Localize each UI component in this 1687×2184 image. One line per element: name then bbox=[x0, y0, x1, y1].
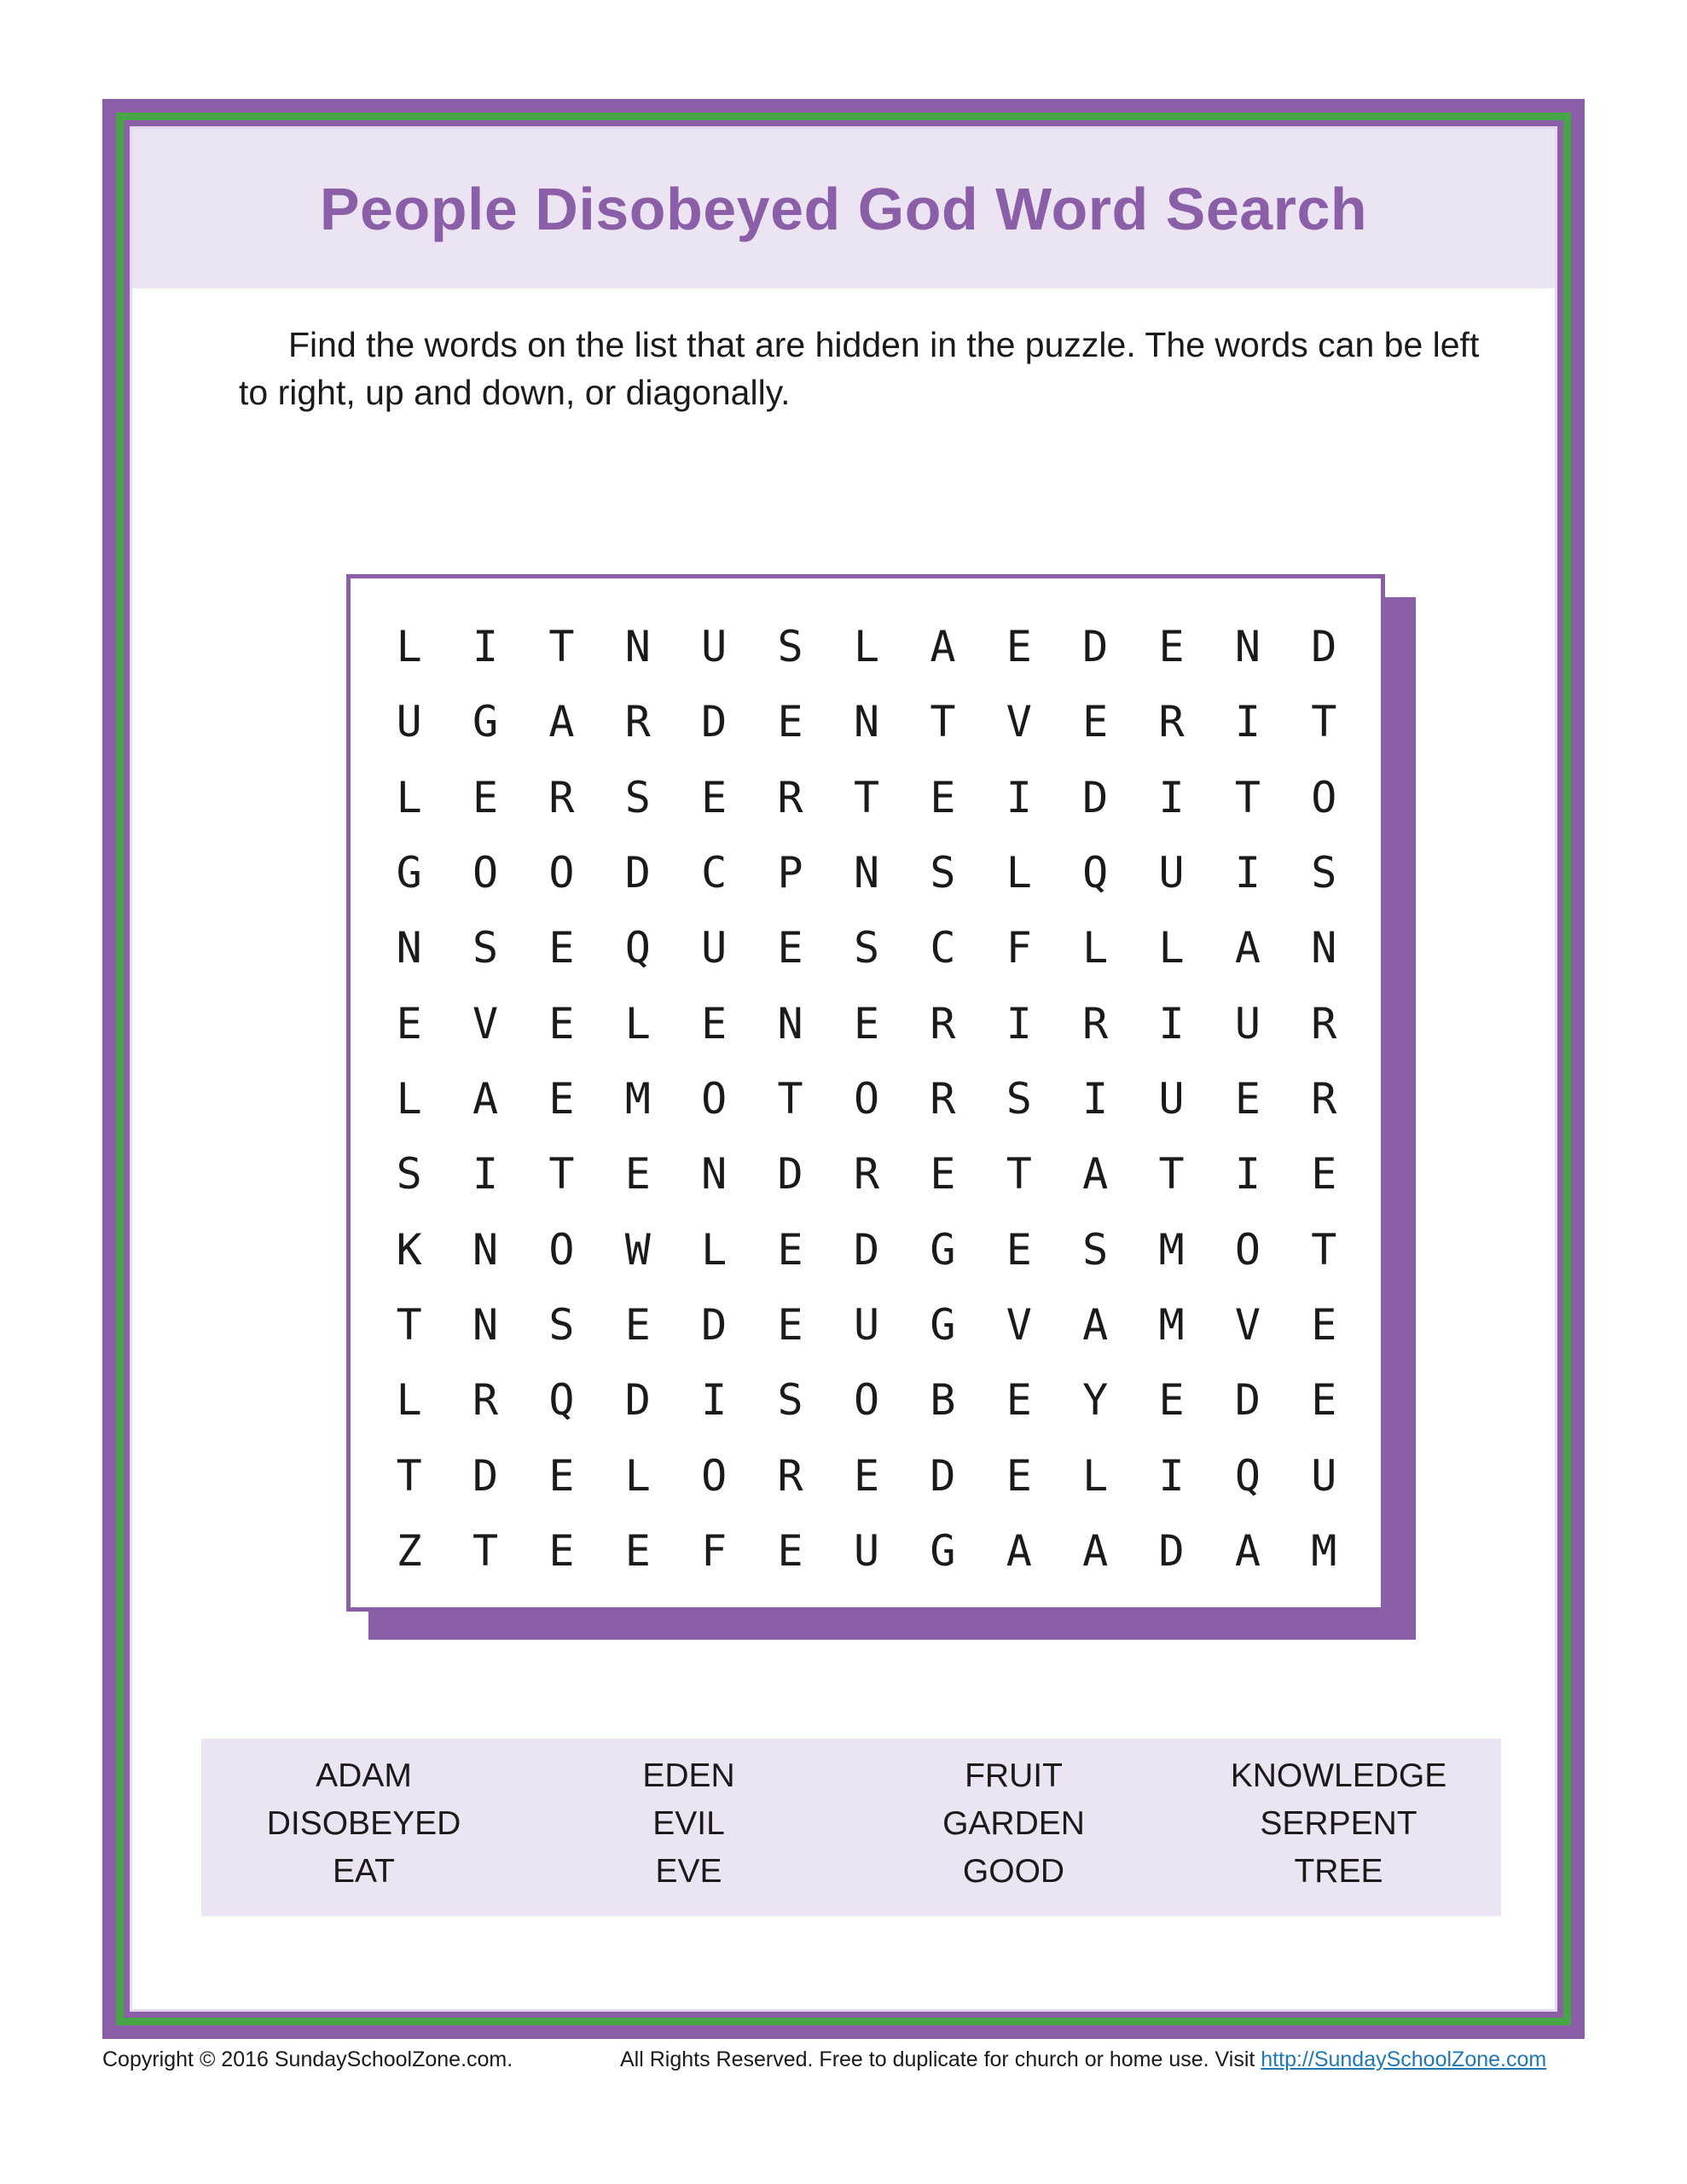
grid-cell: R bbox=[624, 697, 651, 747]
grid-cell: L bbox=[396, 622, 422, 672]
grid-cell: O bbox=[1234, 1224, 1261, 1275]
grid-cell: I bbox=[1082, 1073, 1109, 1124]
grid-cell: R bbox=[472, 1375, 499, 1426]
grid-cell: F bbox=[701, 1525, 728, 1576]
grid-cell: E bbox=[1234, 1073, 1261, 1124]
grid-cell: L bbox=[1082, 1450, 1109, 1501]
grid-cell: S bbox=[777, 622, 803, 672]
grid-cell: S bbox=[1006, 1073, 1032, 1124]
grid-cell: E bbox=[777, 923, 803, 973]
grid-cell: O bbox=[853, 1375, 880, 1426]
grid-cell: N bbox=[853, 697, 880, 747]
word-item: EAT bbox=[333, 1853, 395, 1890]
grid-cell: D bbox=[1158, 1525, 1185, 1576]
grid-cell: D bbox=[1082, 622, 1109, 672]
grid-cell: E bbox=[548, 1525, 575, 1576]
word-item: TREE bbox=[1294, 1853, 1383, 1890]
grid-cell: E bbox=[701, 998, 728, 1048]
grid-cell: T bbox=[777, 1073, 803, 1124]
grid-cell: E bbox=[1006, 1375, 1032, 1426]
grid-cell: V bbox=[1234, 1299, 1261, 1350]
page-title: People Disobeyed God Word Search bbox=[319, 175, 1368, 242]
grid-cell: I bbox=[1158, 998, 1185, 1048]
grid-cell: U bbox=[1158, 848, 1185, 898]
grid-cell: N bbox=[777, 998, 803, 1048]
instructions: Find the words on the list that are hidden in the puzzle. The words can be left to right, up and down, or diagonally. bbox=[239, 325, 1480, 412]
grid-cell: Q bbox=[1234, 1450, 1261, 1501]
grid-cell: V bbox=[1006, 1299, 1032, 1350]
grid-cell: T bbox=[853, 772, 880, 822]
grid-cell: A bbox=[548, 697, 575, 747]
grid-cell: S bbox=[396, 1149, 422, 1199]
grid-cell: L bbox=[396, 1375, 422, 1426]
grid-cell: Q bbox=[1082, 848, 1109, 898]
grid-cell: D bbox=[701, 697, 728, 747]
grid-cell: Q bbox=[624, 923, 651, 973]
grid-cell: E bbox=[624, 1525, 651, 1576]
grid-cell: E bbox=[1311, 1299, 1337, 1350]
grid-cell: I bbox=[701, 1375, 728, 1426]
grid-cell: D bbox=[930, 1450, 956, 1501]
grid-cell: E bbox=[548, 1450, 575, 1501]
grid-cell: I bbox=[1234, 848, 1261, 898]
grid-cell: U bbox=[701, 622, 728, 672]
grid-cell: N bbox=[1234, 622, 1261, 672]
grid-cell: S bbox=[1311, 848, 1337, 898]
grid-cell: L bbox=[624, 998, 651, 1048]
grid-cell: N bbox=[853, 848, 880, 898]
grid-cell: L bbox=[396, 1073, 422, 1124]
grid-cell: R bbox=[930, 998, 956, 1048]
grid-cell: O bbox=[701, 1450, 728, 1501]
grid-cell: L bbox=[701, 1224, 728, 1275]
word-item: EVIL bbox=[652, 1805, 725, 1842]
word-item: ADAM bbox=[316, 1757, 412, 1794]
word-column bbox=[851, 1752, 1176, 1916]
grid-cell: S bbox=[777, 1375, 803, 1426]
word-item: SERPENT bbox=[1260, 1805, 1417, 1842]
grid-cell: R bbox=[1082, 998, 1109, 1048]
grid-cell: E bbox=[624, 1149, 651, 1199]
grid-cell: W bbox=[624, 1224, 651, 1275]
grid-cell: T bbox=[1311, 697, 1337, 747]
grid-cell: T bbox=[1158, 1149, 1185, 1199]
word-item: FRUIT bbox=[965, 1757, 1063, 1794]
grid-cell: O bbox=[548, 848, 575, 898]
grid-cell: E bbox=[624, 1299, 651, 1350]
grid-cell: N bbox=[472, 1299, 499, 1350]
grid-cell: P bbox=[777, 848, 803, 898]
grid-cell: K bbox=[396, 1224, 422, 1275]
grid-cell: S bbox=[548, 1299, 575, 1350]
grid-cell: N bbox=[1311, 923, 1337, 973]
grid-cell: U bbox=[396, 697, 422, 747]
grid-cell: S bbox=[1082, 1224, 1109, 1275]
grid-cell: E bbox=[777, 1299, 803, 1350]
grid-cell: I bbox=[1006, 772, 1032, 822]
grid-cell: T bbox=[548, 622, 575, 672]
grid-cell: E bbox=[853, 998, 880, 1048]
grid-cell: R bbox=[930, 1073, 956, 1124]
grid-cell: E bbox=[701, 772, 728, 822]
grid-cell: E bbox=[1082, 697, 1109, 747]
grid-cell: E bbox=[777, 1525, 803, 1576]
grid-cell: B bbox=[930, 1375, 956, 1426]
grid-cell: D bbox=[1082, 772, 1109, 822]
grid-cell: S bbox=[472, 923, 499, 973]
word-column bbox=[201, 1752, 526, 1916]
grid-cell: Y bbox=[1082, 1375, 1109, 1426]
grid-cell: G bbox=[472, 697, 499, 747]
grid-cell: C bbox=[930, 923, 956, 973]
grid-cell: S bbox=[930, 848, 956, 898]
grid-cell: O bbox=[853, 1073, 880, 1124]
grid-cell: N bbox=[396, 923, 422, 973]
grid-cell: I bbox=[1234, 1149, 1261, 1199]
grid-cell: R bbox=[777, 772, 803, 822]
grid-cell: M bbox=[624, 1073, 651, 1124]
grid-cell: T bbox=[396, 1450, 422, 1501]
grid-cell: M bbox=[1311, 1525, 1337, 1576]
grid-cell: E bbox=[930, 772, 956, 822]
grid-cell: R bbox=[1158, 697, 1185, 747]
grid-cell: U bbox=[1158, 1073, 1185, 1124]
grid-cell: R bbox=[1311, 1073, 1337, 1124]
word-list bbox=[201, 1739, 1501, 1916]
grid-cell: E bbox=[777, 697, 803, 747]
grid-cell: L bbox=[624, 1450, 651, 1501]
grid-cell: E bbox=[853, 1450, 880, 1501]
grid-cell: M bbox=[1158, 1299, 1185, 1350]
footer-link[interactable]: http://SundaySchoolZone.com bbox=[1261, 2048, 1547, 2071]
grid-cell: U bbox=[853, 1525, 880, 1576]
grid-cell: E bbox=[1311, 1149, 1337, 1199]
grid-cell: I bbox=[472, 622, 499, 672]
grid-cell: R bbox=[853, 1149, 880, 1199]
grid-cell: I bbox=[1234, 697, 1261, 747]
grid-cell: D bbox=[777, 1149, 803, 1199]
grid-cell: O bbox=[548, 1224, 575, 1275]
grid-cell: D bbox=[624, 848, 651, 898]
grid-cell: E bbox=[930, 1149, 956, 1199]
letter-grid bbox=[371, 609, 1362, 1589]
word-column bbox=[1176, 1752, 1501, 1916]
grid-cell: Q bbox=[548, 1375, 575, 1426]
grid-cell: C bbox=[701, 848, 728, 898]
word-item: GARDEN bbox=[942, 1805, 1085, 1842]
grid-cell: E bbox=[1006, 1450, 1032, 1501]
footer-rights-text: All Rights Reserved. Free to duplicate for church or home use. Visit bbox=[620, 2048, 1255, 2071]
grid-cell: U bbox=[1311, 1450, 1337, 1501]
title-band bbox=[132, 129, 1555, 288]
grid-cell: T bbox=[548, 1149, 575, 1199]
footer-copyright: Copyright © 2016 SundaySchoolZone.com. bbox=[102, 2048, 513, 2071]
grid-cell: M bbox=[1158, 1224, 1185, 1275]
grid-cell: T bbox=[930, 697, 956, 747]
grid-cell: D bbox=[701, 1299, 728, 1350]
grid-cell: D bbox=[624, 1375, 651, 1426]
grid-cell: E bbox=[548, 998, 575, 1048]
grid-cell: A bbox=[472, 1073, 499, 1124]
grid-cell: R bbox=[777, 1450, 803, 1501]
grid-cell: E bbox=[396, 998, 422, 1048]
word-item: EVE bbox=[655, 1853, 722, 1890]
grid-cell: O bbox=[701, 1073, 728, 1124]
grid-cell: N bbox=[624, 622, 651, 672]
grid-cell: T bbox=[1311, 1224, 1337, 1275]
grid-cell: N bbox=[472, 1224, 499, 1275]
grid-cell: O bbox=[1311, 772, 1337, 822]
grid-cell: U bbox=[701, 923, 728, 973]
grid-cell: U bbox=[1234, 998, 1261, 1048]
grid-cell: E bbox=[1006, 622, 1032, 672]
grid-cell: U bbox=[853, 1299, 880, 1350]
grid-cell: T bbox=[1006, 1149, 1032, 1199]
grid-cell: I bbox=[1006, 998, 1032, 1048]
grid-cell: S bbox=[624, 772, 651, 822]
grid-cell: A bbox=[1234, 923, 1261, 973]
grid-cell: D bbox=[1234, 1375, 1261, 1426]
grid-cell: T bbox=[472, 1525, 499, 1576]
grid-cell: G bbox=[930, 1299, 956, 1350]
grid-cell: A bbox=[1234, 1525, 1261, 1576]
grid-cell: R bbox=[548, 772, 575, 822]
grid-cell: G bbox=[396, 848, 422, 898]
grid-cell: D bbox=[1311, 622, 1337, 672]
word-item: GOOD bbox=[962, 1853, 1065, 1890]
grid-cell: A bbox=[930, 622, 956, 672]
grid-cell: G bbox=[930, 1224, 956, 1275]
grid-cell: E bbox=[1158, 1375, 1185, 1426]
grid-cell: I bbox=[1158, 1450, 1185, 1501]
grid-cell: T bbox=[396, 1299, 422, 1350]
grid-cell: E bbox=[548, 923, 575, 973]
grid-cell: E bbox=[1311, 1375, 1337, 1426]
footer-rights bbox=[620, 2046, 1546, 2073]
grid-cell: I bbox=[1158, 772, 1185, 822]
grid-cell: E bbox=[472, 772, 499, 822]
grid-cell: I bbox=[472, 1149, 499, 1199]
grid-cell: V bbox=[1006, 697, 1032, 747]
grid-cell: A bbox=[1006, 1525, 1032, 1576]
grid-cell: L bbox=[1158, 923, 1185, 973]
grid-cell: Z bbox=[396, 1525, 422, 1576]
word-column bbox=[526, 1752, 851, 1916]
grid-cell: V bbox=[472, 998, 499, 1048]
grid-cell: L bbox=[853, 622, 880, 672]
word-item: EDEN bbox=[642, 1757, 735, 1794]
grid-cell: D bbox=[853, 1224, 880, 1275]
grid-cell: L bbox=[1082, 923, 1109, 973]
grid-cell: L bbox=[1006, 848, 1032, 898]
word-item: KNOWLEDGE bbox=[1230, 1757, 1447, 1794]
word-item: DISOBEYED bbox=[266, 1805, 461, 1842]
grid-cell: A bbox=[1082, 1299, 1109, 1350]
grid-cell: E bbox=[548, 1073, 575, 1124]
grid-cell: F bbox=[1006, 923, 1032, 973]
grid-cell: A bbox=[1082, 1525, 1109, 1576]
grid-cell: S bbox=[853, 923, 880, 973]
grid-cell: R bbox=[1311, 998, 1337, 1048]
grid-cell: A bbox=[1082, 1149, 1109, 1199]
grid-cell: T bbox=[1234, 772, 1261, 822]
grid-cell: E bbox=[1006, 1224, 1032, 1275]
grid-cell: L bbox=[396, 772, 422, 822]
grid-cell: N bbox=[701, 1149, 728, 1199]
grid-cell: G bbox=[930, 1525, 956, 1576]
grid-cell: D bbox=[472, 1450, 499, 1501]
grid-cell: O bbox=[472, 848, 499, 898]
grid-cell: E bbox=[777, 1224, 803, 1275]
grid-cell: E bbox=[1158, 622, 1185, 672]
